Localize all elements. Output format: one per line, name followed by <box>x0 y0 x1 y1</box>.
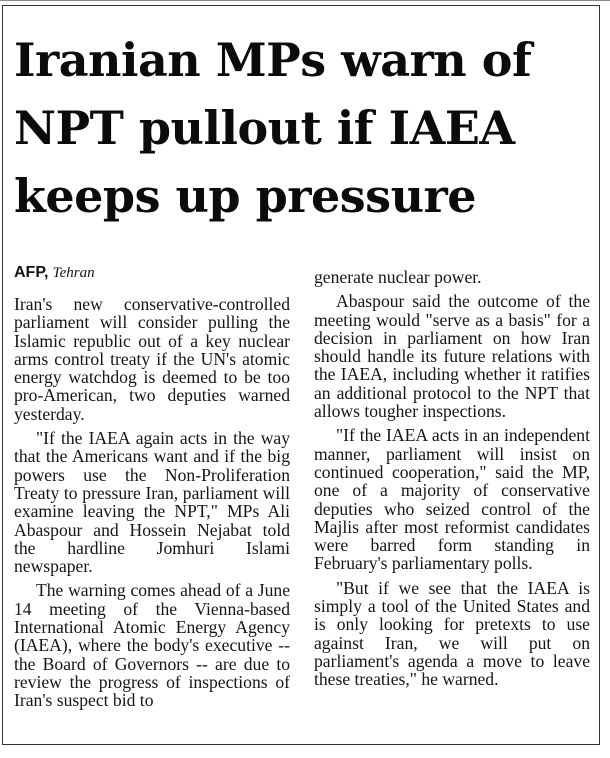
paragraph-4: Abaspour said the outcome of the meeting would "serve as a basis" for a decision in parliament on how Iran should handle its future relations with the IAEA, including whether it ratifies an additional protocol to the NPT that allows tougher inspections. <box>314 291 590 422</box>
paragraph-1: Iran's new conservative-controlled parliament will consider pulling the Islamic republic out of a key nuclear arms control treaty if the UN's atomic energy watchdog is deemed to be too pro-American, two deputies warned yesterday. <box>14 294 290 424</box>
paragraph-3: The warning comes ahead of a June 14 meeting of the Vienna-based International Atomic Energy Agency (IAEA), where the body's executive -- the Board of Governors -- are due to review the progress of inspections of Iran's suspect bid to <box>14 580 290 711</box>
byline-place: Tehran <box>52 265 95 281</box>
paragraph-3-continued: generate nuclear power. <box>314 267 482 287</box>
paragraph-6: "But if we see that the IAEA is simply a tool of the United States and is only looking for pretexts to use against Iran, we will put on parliament's agenda a move to leave these treaties," he warned. <box>314 577 590 690</box>
byline-agency: AFP, <box>14 264 49 281</box>
column-right <box>314 262 590 689</box>
paragraph-2: "If the IAEA again acts in the way that the Americans want and if the big powers use the Non-Proliferation Treaty to pressure Iran, parliament will examine leaving the NPT," MPs Ali Abaspour and Hossein Nejabat told the hardline Jomhuri Islami newspaper. <box>14 428 290 577</box>
paragraph-5: "If the IAEA acts in an independent manner, parliament will insist on continued cooperation," said the MP, one of a majority of conservative deputies who seized control of the Majlis after most reformist candidates were barred form standing in February's parliamentary polls. <box>314 425 590 574</box>
column-left <box>14 262 290 710</box>
byline <box>14 262 290 283</box>
headline: Iranian MPs warn of NPT pullout if IAEA keeps up pressure <box>14 33 532 223</box>
clipping-top-edge <box>0 0 610 1</box>
